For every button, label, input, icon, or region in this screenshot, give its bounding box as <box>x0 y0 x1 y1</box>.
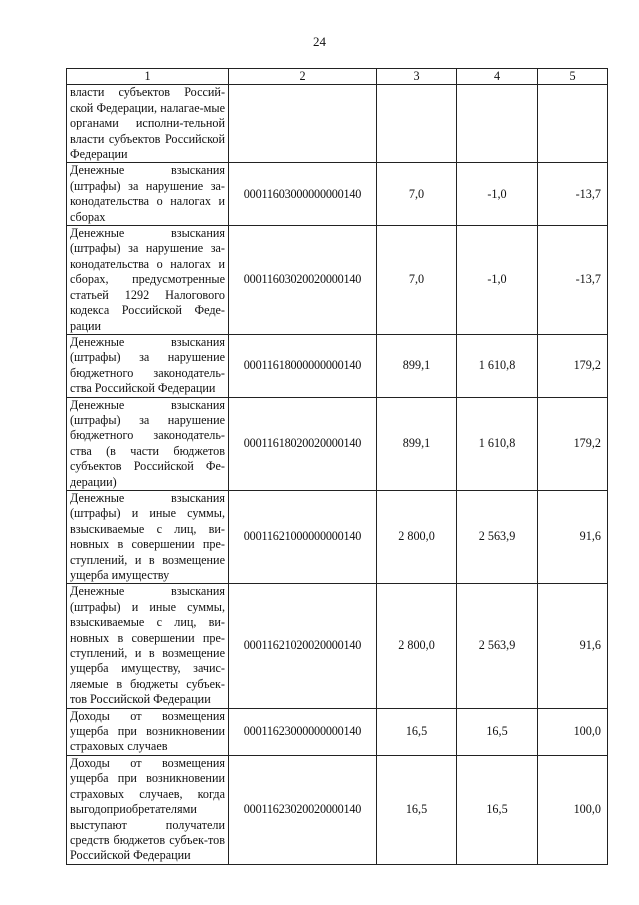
row-description: Денежные взыскания (штрафы) за нарушение бюджетного законодатель-ства Российской Федерации <box>67 334 229 397</box>
table-row <box>67 755 608 864</box>
row-value-5 <box>538 85 608 163</box>
row-description: власти субъектов Россий-ской Федерации, налагае-мые органами исполни-тельной власти субъектов Российской Федерации <box>67 85 229 163</box>
header-row <box>67 69 608 85</box>
column-header-1: 1 <box>67 69 229 85</box>
row-value-3: 899,1 <box>377 397 457 490</box>
table-row <box>67 490 608 583</box>
row-value-3: 2 800,0 <box>377 490 457 583</box>
row-code: 00011621020020000140 <box>229 584 377 708</box>
row-value-4: -1,0 <box>457 226 538 335</box>
row-value-5: -13,7 <box>538 226 608 335</box>
row-value-4: 16,5 <box>457 708 538 755</box>
row-value-5: 179,2 <box>538 334 608 397</box>
row-value-3: 16,5 <box>377 755 457 864</box>
row-description: Денежные взыскания (штрафы) за нарушение за-конодательства о налогах и сборах <box>67 163 229 226</box>
row-value-4: 1 610,8 <box>457 397 538 490</box>
row-value-3: 7,0 <box>377 226 457 335</box>
row-code: 00011623000000000140 <box>229 708 377 755</box>
revenue-table <box>66 68 608 865</box>
table-row <box>67 584 608 708</box>
row-value-4: 2 563,9 <box>457 584 538 708</box>
row-value-4: 1 610,8 <box>457 334 538 397</box>
page-number: 24 <box>313 34 326 49</box>
row-code: 00011618000000000140 <box>229 334 377 397</box>
row-description: Денежные взыскания (штрафы) и иные суммы, взыскиваемые с лиц, ви-новных в совершении пре-ступлений, и в возмещение ущерба имуществу, зачис-ляемые в бюджеты субъек-тов Российской Федерации <box>67 584 229 708</box>
row-description: Доходы от возмещения ущерба при возникновении страховых случаев, когда выгодоприобретателями выступают получатели средств бюджетов субъек-тов Российской Федерации <box>67 755 229 864</box>
row-value-4: 2 563,9 <box>457 490 538 583</box>
row-code: 00011603020020000140 <box>229 226 377 335</box>
column-header-3: 3 <box>377 69 457 85</box>
row-value-5: 100,0 <box>538 755 608 864</box>
row-value-5: 179,2 <box>538 397 608 490</box>
row-code: 00011621000000000140 <box>229 490 377 583</box>
row-value-5: -13,7 <box>538 163 608 226</box>
row-value-3 <box>377 85 457 163</box>
row-value-3: 2 800,0 <box>377 584 457 708</box>
table-row <box>67 85 608 163</box>
row-value-3: 7,0 <box>377 163 457 226</box>
table-row <box>67 334 608 397</box>
column-header-5: 5 <box>538 69 608 85</box>
row-code <box>229 85 377 163</box>
row-description: Денежные взыскания (штрафы) за нарушение бюджетного законодатель-ства (в части бюджетов субъектов Российской Фе-дерации) <box>67 397 229 490</box>
table-row <box>67 226 608 335</box>
row-code: 00011623020020000140 <box>229 755 377 864</box>
row-code: 00011603000000000140 <box>229 163 377 226</box>
row-value-5: 91,6 <box>538 584 608 708</box>
row-value-4: 16,5 <box>457 755 538 864</box>
row-value-5: 91,6 <box>538 490 608 583</box>
column-header-4: 4 <box>457 69 538 85</box>
row-description: Доходы от возмещения ущерба при возникновении страховых случаев <box>67 708 229 755</box>
row-description: Денежные взыскания (штрафы) за нарушение за-конодательства о налогах и сборах, предусмотренные статьей 1292 Налогового кодекса Российской Феде-рации <box>67 226 229 335</box>
row-value-4 <box>457 85 538 163</box>
table-row <box>67 397 608 490</box>
row-description: Денежные взыскания (штрафы) и иные суммы, взыскиваемые с лиц, ви-новных в совершении пре-ступлений, и в возмещение ущерба имуществу <box>67 490 229 583</box>
row-value-3: 899,1 <box>377 334 457 397</box>
column-header-2: 2 <box>229 69 377 85</box>
row-value-5: 100,0 <box>538 708 608 755</box>
row-value-3: 16,5 <box>377 708 457 755</box>
row-code: 00011618020020000140 <box>229 397 377 490</box>
table-row <box>67 163 608 226</box>
row-value-4: -1,0 <box>457 163 538 226</box>
table-row <box>67 708 608 755</box>
